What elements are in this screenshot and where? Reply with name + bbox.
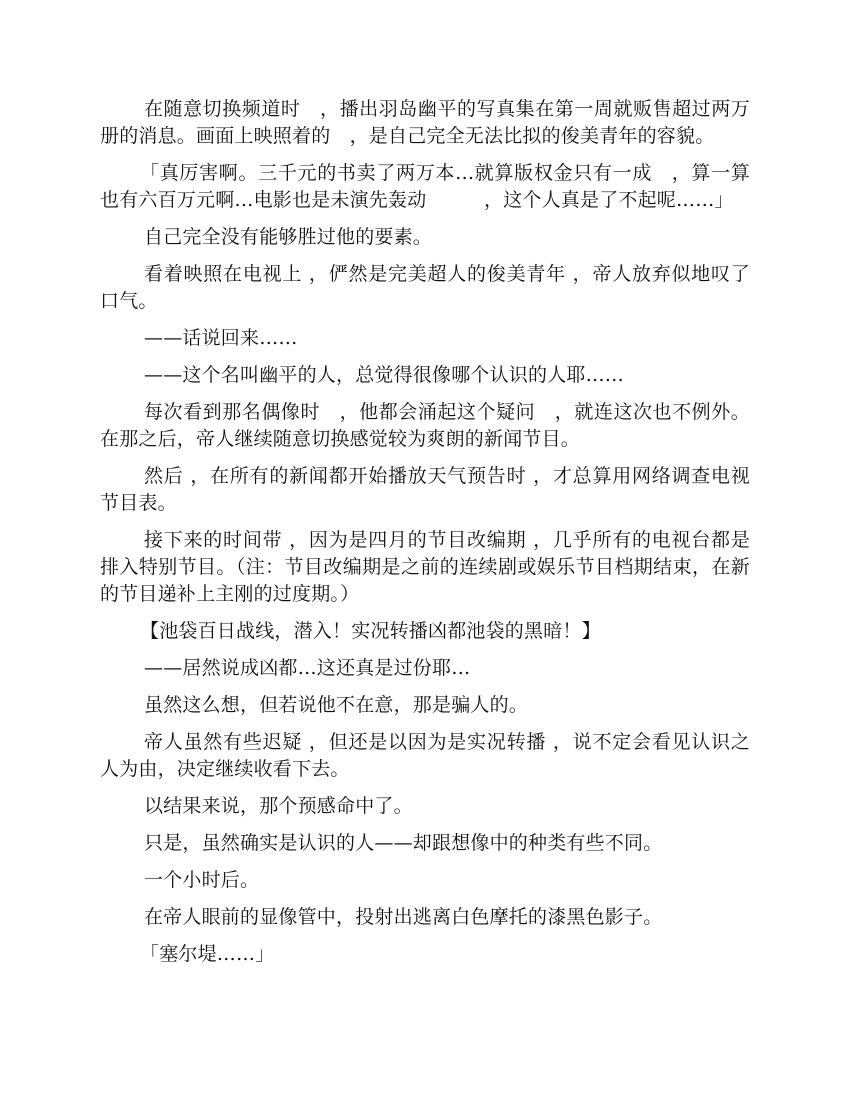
paragraph-17: 在帝人眼前的显像管中，投射出逃离白色摩托的漆黑色影子。: [144, 906, 663, 928]
paragraph-12: 虽然这么想，但若说他不在意，那是骗人的。: [144, 694, 529, 716]
paragraph-8: 然后 ，在所有的新闻都开始播放天气预告时 ，才总算用网络调查电视节目表。: [100, 465, 750, 514]
paragraph-13: 帝人虽然有些迟疑 ，但还是以因为是实况转播 ，说不定会看见认识之人为由，决定继续收看下去。: [100, 731, 750, 780]
paragraph-18: 「塞尔堤……」: [140, 943, 275, 965]
paragraph-2: 「真厉害啊。三千元的书卖了两万本…就算版权金只有一成 ，算一算也有六百万元啊…电影也是未演先轰动 ，这个人真是了不起呢……」: [100, 162, 750, 211]
paragraph-14: 以结果来说，那个预感命中了。: [144, 795, 413, 817]
paragraph-6: ——这个名叫幽平的人，总觉得很像哪个认识的人耶……: [144, 364, 625, 386]
paragraph-3: 自己完全没有能够胜过他的要素。: [144, 226, 433, 248]
paragraph-16: 一个小时后。: [144, 869, 260, 891]
paragraph-10: 【池袋百日战线，潜入！实况转播凶都池袋的黑暗！】: [140, 620, 601, 642]
paragraph-7: 每次看到那名偶像时 ，他都会涌起这个疑问 ，就连这次也不例外。在那之后，帝人继续随意切换感觉较为爽朗的新闻节目。: [100, 401, 750, 450]
paragraph-4: 看着映照在电视上 ，俨然是完美超人的俊美青年 ，帝人放弃似地叹了口气。: [100, 263, 750, 312]
paragraph-9: 接下来的时间带 ，因为是四月的节目改编期 ，几乎所有的电视台都是排入特别节目。（注：节目改编期是之前的连续剧或娱乐节目档期结束，在新的节目递补上主刚的过度期。）: [100, 529, 750, 605]
paragraph-5: ——话说回来……: [144, 327, 298, 349]
paragraph-15: 只是，虽然确实是认识的人——却跟想像中的种类有些不同。: [144, 832, 663, 854]
paragraph-1: 在随意切换频道时 ，播出羽岛幽平的写真集在第一周就贩售超过两万册的消息。画面上映照着的 ，是自己完全无法比拟的俊美青年的容貌。: [100, 98, 750, 147]
paragraph-11: ——居然说成凶都…这还真是过份耶…: [144, 657, 471, 679]
